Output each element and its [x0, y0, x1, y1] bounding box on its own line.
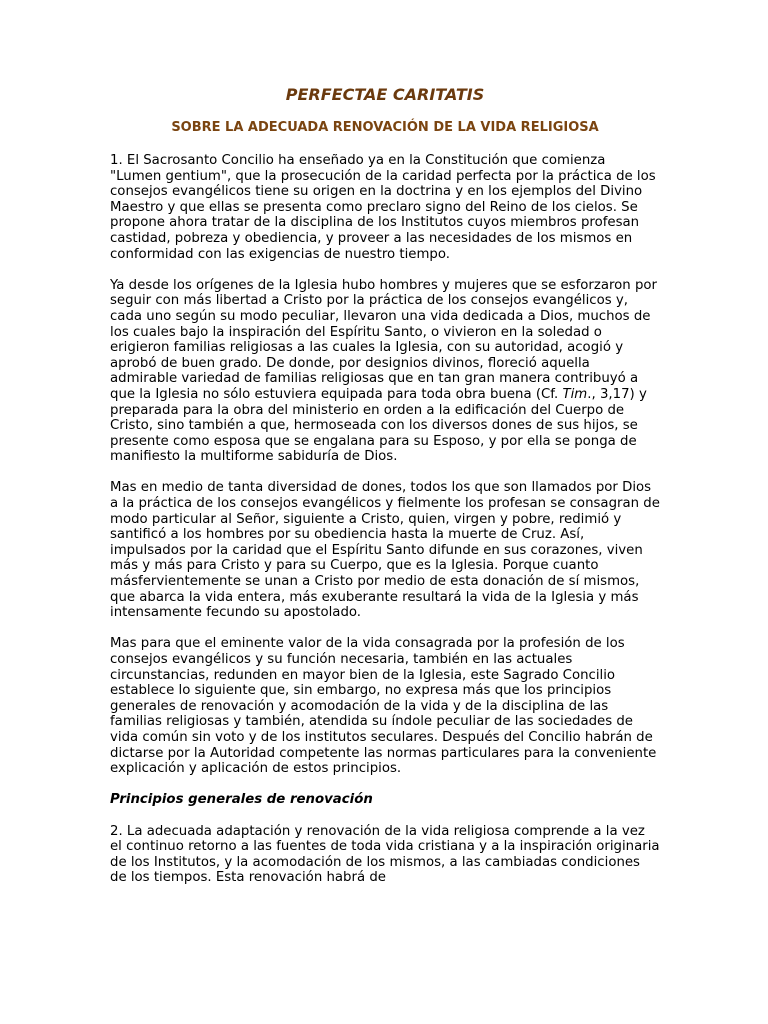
section-heading: Principios generales de renovación [110, 792, 373, 808]
paragraph-2-text-before: Ya desde los orígenes de la Iglesia hubo hombres y mujeres que se esforzaron por seguir con más libertad a Cristo por la práctica de los consejos evangélicos y, cada uno según su modo peculiar, llevaron una vida dedicada a Dios, muchos de los cuales bajo la inspiración del Espíritu Santo, o vivieron en la soledad o erigieron familias religiosas a las cuales la Iglesia, con su autoridad, acogió y aprobó de buen grado. De donde, por designios divinos, floreció aquella admirable variedad de familias religiosas que en tan gran manera contribuyó a que la Iglesia no sólo estuviera equipada para toda obra buena (Cf. [110, 277, 657, 402]
document-title: PERFECTAE CARITATIS [285, 85, 485, 104]
paragraph-2-italic-citation: Tim [562, 386, 588, 402]
paragraph-2 [110, 278, 660, 465]
paragraph-2-text-after: ., 3,17) y preparada para la obra del ministerio en orden a la edificación del Cuerpo de Cristo, sino también a que, hermoseada con los diversos dones de sus hijos, se presente como esposa que se engalana para su Esposo, y por ella se ponga de manifiesto la multiforme sabiduría de Dios. [110, 386, 647, 465]
paragraph-3: Mas en medio de tanta diversidad de dones, todos los que son llamados por Dios a la práctica de los consejos evangélicos y fielmente los profesan se consagran de modo particular al Señor, siguiente a Cristo, quien, virgen y pobre, redimió y santificó a los hombres por su obediencia hasta la muerte de Cruz. Así, impulsados por la caridad que el Espíritu Santo difunde en sus corazones, viven más y más para Cristo y para su Cuerpo, que es la Iglesia. Porque cuanto másfervientemente se unan a Cristo por medio de esta donación de sí mismos, que abarca la vida entera, más exuberante resultará la vida de la Iglesia y más intensamente fecundo su apostolado. [110, 480, 660, 621]
paragraph-1: 1. El Sacrosanto Concilio ha enseñado ya en la Constitución que comienza "Lumen gentium", que la prosecución de la caridad perfecta por la práctica de los consejos evangélicos tiene su origen en la doctrina y en los ejemplos del Divino Maestro y que ellas se presenta como preclaro signo del Reino de los cielos. Se propone ahora tratar de la disciplina de los Institutos cuyos miembros profesan castidad, pobreza y obediencia, y proveer a las necesidades de los mismos en conformidad con las exigencias de nuestro tiempo. [110, 153, 656, 262]
section-paragraph-1: 2. La adecuada adaptación y renovación de la vida religiosa comprende a la vez el continuo retorno a las fuentes de toda vida cristiana y a la inspiración originaria de los Institutos, y la acomodación de los mismos, a las cambiadas condiciones de los tiempos. Esta renovación habrá de [110, 823, 660, 886]
document-subtitle: SOBRE LA ADECUADA RENOVACIÓN DE LA VIDA RELIGIOSA [171, 120, 599, 135]
document-page [110, 84, 660, 886]
paragraph-4: Mas para que el eminente valor de la vida consagrada por la profesión de los consejos evangélicos y su función necesaria, también en las actuales circunstancias, redunden en mayor bien de la Iglesia, este Sagrado Concilio establece lo siguiente que, sin embargo, no expresa más que los principios generales de renovación y acomodación de la vida y de la disciplina de las familias religiosas y también, atendida su índole peculiar de las sociedades de vida común sin voto y de los institutos seculares. Después del Concilio habrán de dictarse por la Autoridad competente las normas particulares para la conveniente explicación y aplicación de estos principios. [110, 636, 657, 777]
